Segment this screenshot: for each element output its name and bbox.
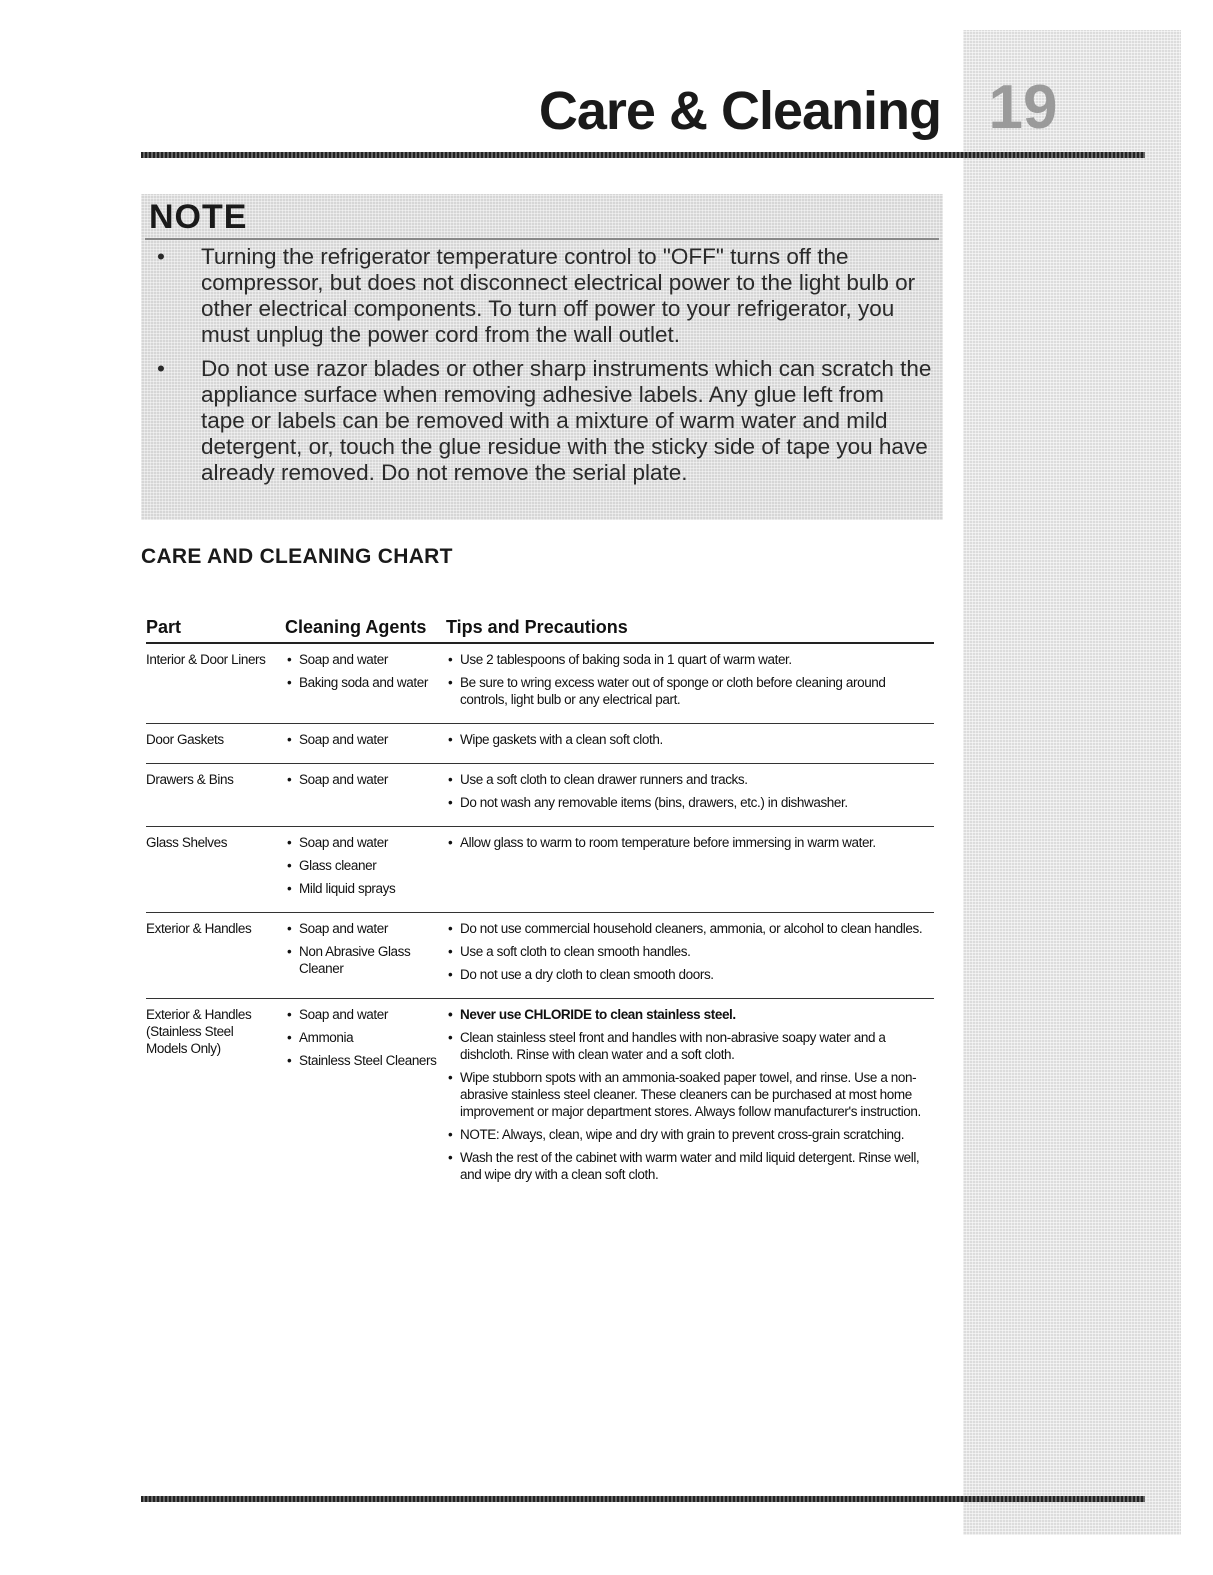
- tip-item: • Clean stainless steel front and handles with non-abrasive soapy water and a dishcloth. Rinse with clean water and a soft cloth.: [446, 1029, 934, 1063]
- agent-item: • Baking soda and water: [285, 674, 446, 691]
- part-cell: Door Gaskets: [146, 732, 224, 747]
- tips-cell: [446, 731, 934, 754]
- column-header-tips: Tips and Precautions: [446, 617, 628, 637]
- agents-cell: [285, 1006, 446, 1189]
- note-item-text: Do not use razor blades or other sharp instruments which can scratch the appliance surface when removing adhesive labels. Any glue left from tape or labels can be removed with a mixture of warm water and mild detergent, or, touch the glue residue with the sticky side of tape you have already removed. Do not remove the serial plate.: [201, 356, 932, 485]
- note-divider: [145, 238, 939, 240]
- table-row: [146, 913, 934, 999]
- column-header-part: Part: [146, 617, 182, 637]
- column-header-agents: Cleaning Agents: [285, 617, 427, 637]
- part-cell: Drawers & Bins: [146, 772, 234, 787]
- tips-cell: [446, 771, 934, 817]
- agents-cell: [285, 771, 446, 817]
- agent-item: • Soap and water: [285, 651, 446, 668]
- part-cell: Exterior & Handles (Stainless Steel Models Only): [146, 1007, 252, 1056]
- tip-item: • Wash the rest of the cabinet with warm water and mild liquid detergent. Rinse well, and wipe dry with a clean soft cloth.: [446, 1149, 934, 1183]
- table-row: [146, 724, 934, 764]
- bullet-icon: •: [157, 244, 165, 269]
- agent-item: • Non Abrasive Glass Cleaner: [285, 943, 446, 977]
- tip-item: • Use 2 tablespoons of baking soda in 1 quart of warm water.: [446, 651, 934, 668]
- note-item-text: Turning the refrigerator temperature control to "OFF" turns off the compressor, but does not disconnect electrical power to the light bulb or other electrical components. To turn off power to your refrigerator, you must unplug the power cord from the wall outlet.: [201, 244, 916, 347]
- agent-item: • Ammonia: [285, 1029, 446, 1046]
- tips-cell: [446, 651, 934, 714]
- agents-cell: [285, 920, 446, 989]
- agents-cell: [285, 651, 446, 714]
- agents-cell: [285, 834, 446, 903]
- page-number: 19: [988, 73, 1058, 142]
- tip-item: • Use a soft cloth to clean smooth handles.: [446, 943, 934, 960]
- tip-item: • Do not use commercial household cleaners, ammonia, or alcohol to clean handles.: [446, 920, 934, 937]
- agent-item: • Soap and water: [285, 1006, 446, 1023]
- side-tab-strip: [963, 30, 1181, 1535]
- part-cell: Exterior & Handles: [146, 921, 252, 936]
- tip-item: • Allow glass to warm to room temperature before immersing in warm water.: [446, 834, 934, 851]
- part-cell: Glass Shelves: [146, 835, 228, 850]
- tip-item: • Wipe gaskets with a clean soft cloth.: [446, 731, 934, 748]
- note-box: [141, 194, 943, 520]
- tips-cell: [446, 920, 934, 989]
- table-row: [146, 644, 934, 724]
- tip-item: • Do not wash any removable items (bins, drawers, etc.) in dishwasher.: [446, 794, 934, 811]
- care-cleaning-table: [146, 617, 934, 1198]
- table-header: [146, 617, 934, 644]
- note-item: [153, 244, 933, 348]
- header-rule: [141, 152, 1145, 158]
- agent-item: • Soap and water: [285, 731, 446, 748]
- footer-rule: [141, 1496, 1145, 1502]
- tips-cell: [446, 1006, 934, 1189]
- part-cell: Interior & Door Liners: [146, 652, 266, 667]
- table-row: [146, 999, 934, 1198]
- note-title: NOTE: [149, 198, 248, 236]
- agents-cell: [285, 731, 446, 754]
- table-row: [146, 764, 934, 827]
- note-list: [153, 244, 933, 494]
- chart-heading: CARE AND CLEANING CHART: [141, 545, 453, 568]
- agent-item: • Soap and water: [285, 834, 446, 851]
- tip-item: • Wipe stubborn spots with an ammonia-soaked paper towel, and rinse. Use a non-abrasive stainless steel cleaner. These cleaners can be purchased at most home improvement or major department stores. Always follow manufacturer's instruction.: [446, 1069, 934, 1120]
- tip-item: • Do not use a dry cloth to clean smooth doors.: [446, 966, 934, 983]
- agent-item: • Stainless Steel Cleaners: [285, 1052, 446, 1069]
- bullet-icon: •: [157, 356, 165, 381]
- agent-item: • Glass cleaner: [285, 857, 446, 874]
- note-item: [153, 356, 933, 486]
- agent-item: • Mild liquid sprays: [285, 880, 446, 897]
- tip-item: • NOTE: Always, clean, wipe and dry with grain to prevent cross-grain scratching.: [446, 1126, 934, 1143]
- table-row: [146, 827, 934, 913]
- tip-item: • Be sure to wring excess water out of sponge or cloth before cleaning around controls, light bulb or any electrical part.: [446, 674, 934, 708]
- agent-item: • Soap and water: [285, 771, 446, 788]
- tips-cell: [446, 834, 934, 903]
- agent-item: • Soap and water: [285, 920, 446, 937]
- tip-item: • Use a soft cloth to clean drawer runners and tracks.: [446, 771, 934, 788]
- tip-item: • Never use CHLORIDE to clean stainless steel.: [446, 1006, 934, 1023]
- page-title: Care & Cleaning: [538, 81, 941, 141]
